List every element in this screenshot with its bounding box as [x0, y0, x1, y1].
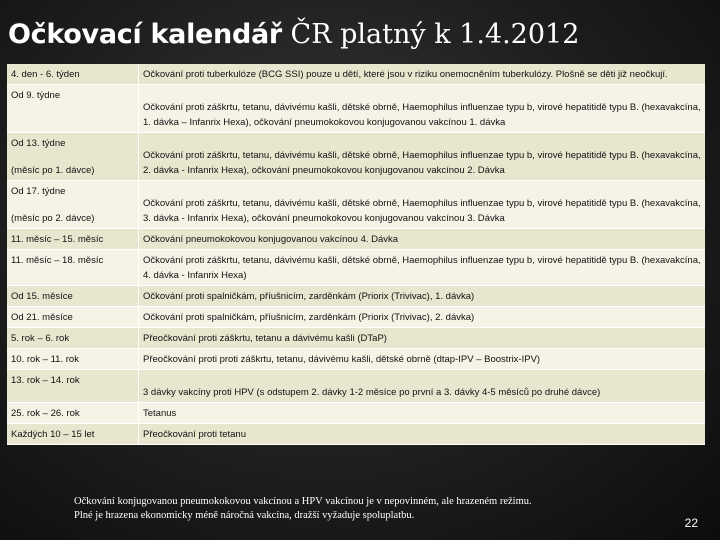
- title-part-1: Očkovací kalendář: [8, 19, 282, 50]
- table-row: [7, 286, 705, 307]
- age-label: Od 15. měsíce: [11, 291, 73, 302]
- age-label: Od 9. týdne: [11, 90, 61, 101]
- table-row: [7, 229, 705, 250]
- age-cell: [7, 85, 139, 133]
- vaccination-cell: [139, 250, 706, 286]
- table-row: [7, 424, 705, 445]
- age-label: Od 13. týdne: [11, 138, 66, 149]
- vaccination-text: Očkování proti záškrtu, tetanu, dávivému kašli, dětské obrně, Haemophilus influenzae typu b, virové hepatitidě typu B. (hexavakcína, 3. dávka - Infanrix Hexa), očkování pneumokokovou konjugovanou vakcínou 3. Dávka: [143, 198, 701, 224]
- table-row: [7, 133, 705, 181]
- footer-line-1: Očkování konjugovanou pneumokokovou vakcínou a HPV vakcínou je v nepovinném, ale hrazeném režimu.: [74, 496, 532, 507]
- vaccination-text: Přeočkování proti záškrtu, tetanu a dávivému kašli (DTaP): [143, 333, 387, 344]
- vaccination-cell: [139, 424, 706, 445]
- age-sublabel: (měsíc po 2. dávce): [11, 213, 95, 224]
- table-row: [7, 85, 705, 133]
- page-number: 22: [684, 516, 698, 530]
- age-cell: [7, 181, 139, 229]
- age-cell: [7, 64, 139, 85]
- title-part-2: ČR platný k 1.4.2012: [281, 19, 580, 50]
- footer-note: [74, 495, 634, 523]
- age-label: Od 21. měsíce: [11, 312, 73, 323]
- vaccination-cell: [139, 328, 706, 349]
- table-row: [7, 64, 705, 85]
- age-label: 13. rok – 14. rok: [11, 375, 80, 386]
- table-row: [7, 403, 705, 424]
- table-row: [7, 307, 705, 328]
- vaccination-text: Očkování proti záškrtu, tetanu, dávivému kašli, dětské obrně, Haemophilus influenzae typu b, virové hepatitidě typu B. (hexavakcína, 4. dávka - Infanrix Hexa): [143, 255, 701, 281]
- age-cell: [7, 328, 139, 349]
- vaccination-text: Očkování proti spalničkám, příušnicím, zarděnkám (Priorix (Trivivac), 1. dávka): [143, 291, 475, 302]
- age-cell: [7, 370, 139, 403]
- footer-line-2: Plné je hrazena ekonomicky méně náročná vakcína, dražší vyžaduje spoluplatbu.: [74, 510, 415, 521]
- age-cell: [7, 286, 139, 307]
- age-cell: [7, 133, 139, 181]
- vaccination-text: Očkování proti záškrtu, tetanu, dávivému kašli, dětské obrně, Haemophilus influenzae typu b, virové hepatitidě typu B. (hexavakcína, 2. dávka - Infanrix Hexa), očkování pneumokokovou konjugovanou vakcínou 2. Dávka: [143, 150, 701, 176]
- vaccination-cell: [139, 286, 706, 307]
- vaccination-table: [7, 64, 705, 445]
- table-row: [7, 349, 705, 370]
- vaccination-text: Očkování proti tuberkulóze (BCG SSI) pouze u dětí, které jsou v riziku onemocněním tuberkulózy. Plošně se děti již neočkují.: [143, 69, 668, 80]
- age-label: 25. rok – 26. rok: [11, 408, 80, 419]
- age-label: Každých 10 – 15 let: [11, 429, 95, 440]
- age-label: 10. rok – 11. rok: [11, 354, 79, 365]
- vaccination-cell: [139, 349, 706, 370]
- vaccination-cell: [139, 307, 706, 328]
- age-cell: [7, 307, 139, 328]
- table-row: [7, 250, 705, 286]
- slide-title: [8, 14, 579, 56]
- age-cell: [7, 349, 139, 370]
- vaccination-cell: [139, 85, 706, 133]
- vaccination-cell: [139, 133, 706, 181]
- age-cell: [7, 403, 139, 424]
- age-label: 11. měsíc – 15. měsíc: [11, 234, 104, 245]
- table-row: [7, 181, 705, 229]
- vaccination-text: Tetanus: [143, 408, 177, 419]
- vaccination-text: Přeočkování proti proti záškrtu, tetanu, dávivému kašli, dětské obrně (dtap-IPV – Boostrix-IPV): [143, 354, 541, 365]
- vaccination-text: 3 dávky vakcíny proti HPV (s odstupem 2. dávky 1-2 měsíce po první a 3. dávky 4-5 měsíců po druhé dávce): [143, 387, 601, 398]
- table-row: [7, 328, 705, 349]
- age-cell: [7, 229, 139, 250]
- vaccination-text: Očkování proti záškrtu, tetanu, dávivému kašli, dětské obrně, Haemophilus influenzae typu b, virové hepatitidě typu B. (hexavakcína, 1. dávka – Infanrix Hexa), očkování pneumokokovou konjugovanou vakcínou 1. dávka: [143, 102, 701, 128]
- age-label: 4. den - 6. týden: [11, 69, 80, 80]
- age-sublabel: (měsíc po 1. dávce): [11, 165, 95, 176]
- age-label: 5. rok – 6. rok: [11, 333, 70, 344]
- age-label: 11. měsíc – 18. měsíc: [11, 255, 104, 266]
- vaccination-text: Očkování pneumokokovou konjugovanou vakcínou 4. Dávka: [143, 234, 399, 245]
- vaccination-cell: [139, 229, 706, 250]
- vaccination-cell: [139, 370, 706, 403]
- vaccination-cell: [139, 403, 706, 424]
- age-cell: [7, 250, 139, 286]
- vaccination-text: Očkování proti spalničkám, příušnicím, zarděnkám (Priorix (Trivivac), 2. dávka): [143, 312, 475, 323]
- table-row: [7, 370, 705, 403]
- vaccination-cell: [139, 64, 706, 85]
- age-cell: [7, 424, 139, 445]
- vaccination-cell: [139, 181, 706, 229]
- vaccination-text: Přeočkování proti tetanu: [143, 429, 246, 440]
- age-label: Od 17. týdne: [11, 186, 66, 197]
